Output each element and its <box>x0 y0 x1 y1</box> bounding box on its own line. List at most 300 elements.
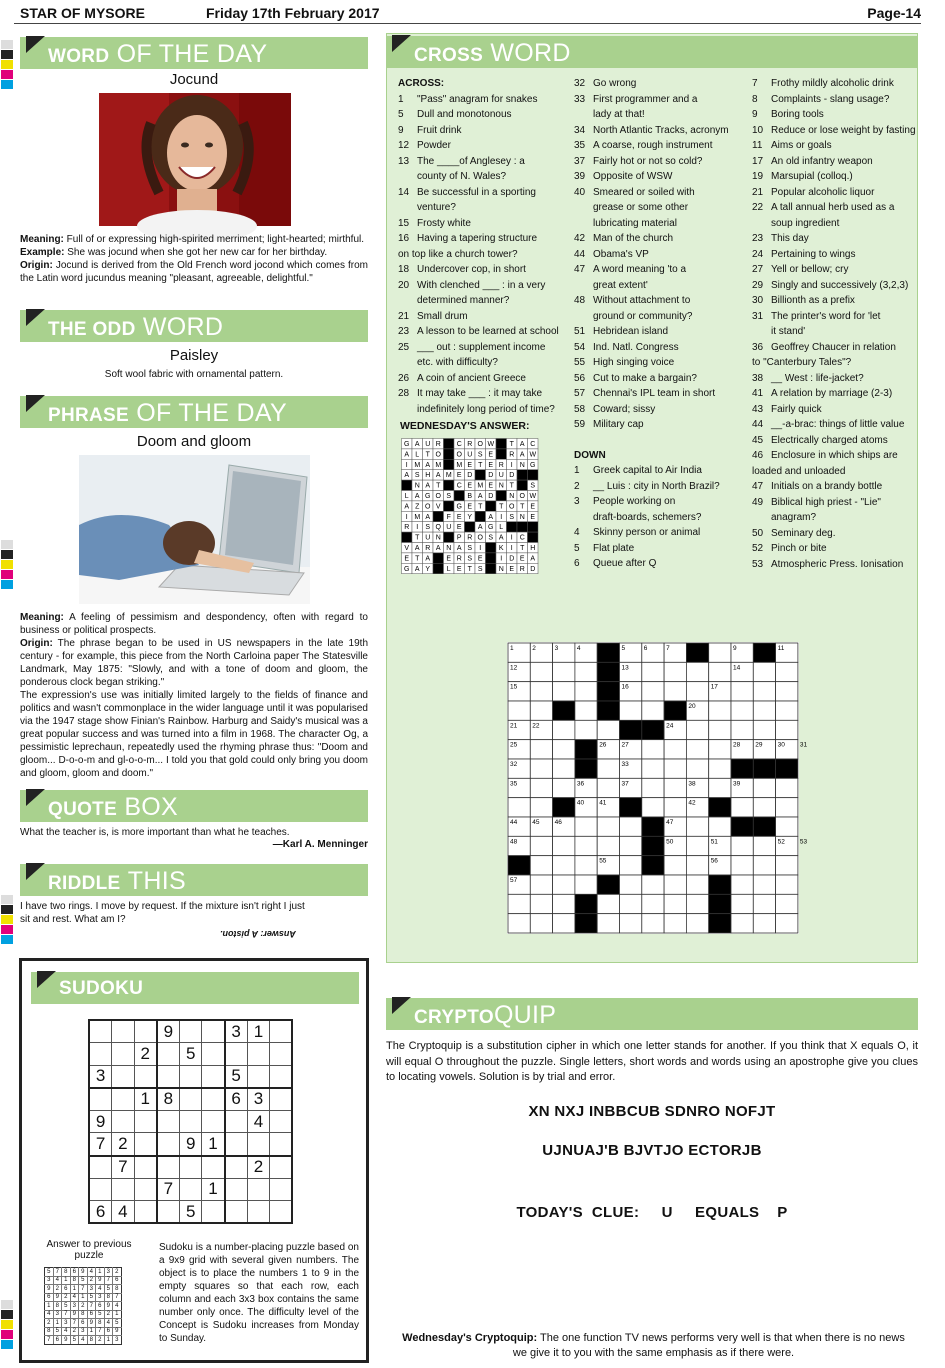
sudoku-cell[interactable] <box>270 1065 293 1088</box>
sudoku-cell[interactable] <box>270 1156 293 1179</box>
answer-letter: S <box>425 524 431 532</box>
sudoku-cell[interactable]: 3 <box>89 1065 112 1088</box>
answer-letter: L <box>446 565 451 573</box>
answer-letter: D <box>488 493 494 500</box>
clue-item: 23 A lesson to be learned at school <box>398 326 559 337</box>
crossword-cell <box>575 875 597 894</box>
sudoku-header: SUDOKU <box>31 972 359 1004</box>
clue-item: determined manner? <box>417 295 510 306</box>
crossword-cell <box>664 914 686 933</box>
sudoku-cell: 4 <box>96 1285 105 1294</box>
sudoku-cell[interactable] <box>112 1088 135 1111</box>
sudoku-grid <box>88 1019 293 1224</box>
sudoku-cell[interactable]: 5 <box>179 1201 202 1224</box>
sudoku-cell[interactable] <box>179 1020 202 1043</box>
sudoku-cell[interactable]: 5 <box>179 1043 202 1066</box>
sudoku-cell[interactable] <box>89 1178 112 1201</box>
sudoku-cell[interactable] <box>134 1178 157 1201</box>
sudoku-cell[interactable] <box>225 1133 248 1156</box>
answer-letter: A <box>498 534 504 542</box>
sudoku-cell[interactable]: 3 <box>225 1020 248 1043</box>
sudoku-cell[interactable] <box>202 1110 225 1133</box>
crossword-cell <box>642 778 664 797</box>
page-number: Page-14 <box>867 5 921 21</box>
sudoku-cell[interactable]: 1 <box>134 1088 157 1111</box>
answer-letter: R <box>519 565 525 573</box>
crossword-cell <box>553 759 575 778</box>
clue-item: 34 North Atlantic Tracks, acronym <box>574 124 729 136</box>
clue-item: 49 Biblical high priest - "Lie" <box>752 496 881 508</box>
crossword-cell <box>553 778 575 797</box>
answer-letter: A <box>414 493 420 500</box>
sudoku-cell[interactable]: 6 <box>89 1201 112 1224</box>
answer-letter: R <box>467 441 473 448</box>
sudoku-cell[interactable] <box>225 1043 248 1066</box>
sudoku-cell: 8 <box>113 1285 122 1294</box>
answer-letter: D <box>530 565 536 573</box>
crossword-block <box>620 720 642 739</box>
sudoku-cell[interactable]: 9 <box>157 1020 180 1043</box>
sudoku-cell[interactable] <box>202 1020 225 1043</box>
sudoku-cell: 5 <box>53 1327 62 1336</box>
crossword-number: 39 <box>733 780 741 788</box>
answer-letter: C <box>456 441 462 448</box>
answer-letter: O <box>435 451 441 459</box>
crossword-cell <box>709 759 731 778</box>
crossword-block <box>575 914 597 933</box>
crossword-number: 17 <box>710 683 718 691</box>
sudoku-cell: 2 <box>62 1293 71 1302</box>
answer-letter: L <box>404 493 409 500</box>
sudoku-cell[interactable] <box>270 1043 293 1066</box>
sudoku-cell: 9 <box>104 1302 113 1311</box>
crossword-cell <box>597 720 619 739</box>
sudoku-cell[interactable] <box>89 1043 112 1066</box>
sudoku-cell[interactable]: 4 <box>112 1201 135 1224</box>
answer-letter: E <box>446 555 452 563</box>
sudoku-cell[interactable] <box>112 1043 135 1066</box>
sudoku-cell[interactable]: 2 <box>112 1133 135 1156</box>
answer-letter: U <box>425 534 431 542</box>
crossword-number: 35 <box>510 780 518 788</box>
clue-item: soup ingredient <box>771 217 840 229</box>
crossword-cell <box>530 836 552 855</box>
sudoku-cell: 7 <box>87 1302 96 1311</box>
crossword-number: 22 <box>532 722 540 730</box>
crossword-cell <box>664 662 686 681</box>
answer-letter: R <box>435 441 441 448</box>
sudoku-cell[interactable] <box>179 1156 202 1179</box>
sudoku-cell: 3 <box>45 1276 54 1285</box>
answer-letter: I <box>405 461 408 469</box>
crossword-block <box>709 914 731 933</box>
sudoku-cell[interactable] <box>89 1020 112 1043</box>
crossword-number: 14 <box>733 664 741 672</box>
crossword-cell <box>686 875 708 894</box>
answer-letter: Y <box>425 565 431 573</box>
clue-item: 3 People working on <box>574 496 676 507</box>
crossword-number: 9 <box>733 645 737 652</box>
sudoku-cell[interactable] <box>247 1133 270 1156</box>
crossword-cell <box>731 894 753 913</box>
answer-block <box>486 563 497 573</box>
crossword-cell <box>753 798 775 817</box>
riddle-header: RIDDLE THIS <box>20 864 368 896</box>
answer-letter: D <box>467 472 473 480</box>
cryptoquip-intro: The Cryptoquip is a substitution cipher in which one letter stands for another. If you think that X equals O, it will equal O throughout the puzzle. Single letters, short words and words using an apostrophe give you clues to locating vowels. Solution is by trial and error. <box>386 1040 918 1083</box>
crossword-cell <box>575 662 597 681</box>
print-marks <box>1 1300 13 1350</box>
sudoku-cell: 9 <box>70 1310 79 1319</box>
sudoku-cell[interactable] <box>134 1133 157 1156</box>
sudoku-cell[interactable] <box>270 1178 293 1201</box>
answer-letter: Q <box>435 524 441 532</box>
odd-word-meaning: Soft wool fabric with ornamental pattern. <box>104 369 284 380</box>
sudoku-cell[interactable]: 7 <box>89 1133 112 1156</box>
quote-text: What the teacher is, is more important than what he teaches. <box>20 827 290 838</box>
answer-letter: N <box>519 513 525 521</box>
sudoku-cell[interactable] <box>134 1020 157 1043</box>
sudoku-cell[interactable] <box>134 1110 157 1133</box>
clue-item: 56 Cut to make a bargain? <box>574 372 697 384</box>
riddle-answer: Answer: A piston. <box>220 929 296 939</box>
crossword-number: 15 <box>510 683 518 691</box>
sudoku-cell[interactable] <box>134 1156 157 1179</box>
sudoku-cell[interactable]: 2 <box>247 1156 270 1179</box>
sudoku-cell: 5 <box>70 1336 79 1345</box>
clue-item: loaded and unloaded <box>752 465 846 477</box>
sudoku-cell[interactable] <box>225 1201 248 1224</box>
answer-letter: G <box>404 565 410 573</box>
crossword-cell <box>553 720 575 739</box>
crossword-cell <box>530 662 552 681</box>
answer-letter: P <box>456 534 462 542</box>
answer-letter: R <box>467 534 473 542</box>
sudoku-cell[interactable] <box>89 1088 112 1111</box>
sudoku-cell[interactable] <box>225 1178 248 1201</box>
answer-letter: V <box>404 545 410 552</box>
crossword-cell <box>642 740 664 759</box>
cryptoquip-line1: XN NXJ INBBCUB SDNRO NOFJT <box>528 1103 776 1120</box>
crossword-block <box>597 662 619 681</box>
clue-item: 48 Without attachment to <box>574 295 691 306</box>
crossword-block <box>753 759 775 778</box>
sudoku-cell: 8 <box>79 1310 88 1319</box>
answer-block <box>486 543 497 553</box>
answer-letter: K <box>498 545 504 552</box>
crossword-cell <box>553 856 575 875</box>
clue-item: 52 Pinch or bite <box>752 543 827 554</box>
sudoku-cell[interactable] <box>247 1201 270 1224</box>
answer-letter: T <box>467 565 472 573</box>
sudoku-cell: 1 <box>45 1302 54 1311</box>
sudoku-cell[interactable] <box>247 1178 270 1201</box>
answer-letter: E <box>456 565 462 573</box>
crossword-cell <box>776 817 798 836</box>
sudoku-cell[interactable] <box>157 1201 180 1224</box>
sudoku-cell[interactable] <box>112 1178 135 1201</box>
clue-item: 30 Billionth as a prefix <box>752 295 855 306</box>
clue-item: 45 Electrically charged atoms <box>752 434 888 446</box>
sudoku-cell[interactable]: 8 <box>157 1088 180 1111</box>
sudoku-cell[interactable] <box>225 1156 248 1179</box>
sudoku-cell[interactable] <box>179 1178 202 1201</box>
sudoku-cell[interactable]: 7 <box>112 1156 135 1179</box>
clue-item: 33 First programmer and a <box>574 93 698 105</box>
sudoku-cell[interactable] <box>134 1065 157 1088</box>
clue-item: 18 Undercover cop, in short <box>398 264 526 275</box>
sudoku-cell[interactable] <box>270 1110 293 1133</box>
answer-block <box>433 511 444 521</box>
answer-letter: T <box>478 503 483 511</box>
sudoku-cell: 4 <box>113 1302 122 1311</box>
crossword-block <box>597 643 619 662</box>
answer-letter: E <box>456 513 462 521</box>
crossword-number: 43 <box>710 799 718 807</box>
crossword-cell <box>776 914 798 933</box>
answer-block <box>454 491 465 501</box>
sudoku-cell[interactable] <box>202 1065 225 1088</box>
crossword-cell <box>753 701 775 720</box>
sudoku-cell[interactable] <box>270 1201 293 1224</box>
crossword-block <box>664 701 686 720</box>
sudoku-cell: 8 <box>87 1336 96 1345</box>
sudoku-cell[interactable] <box>179 1088 202 1111</box>
sudoku-cell[interactable] <box>202 1043 225 1066</box>
answer-block <box>402 532 413 542</box>
sudoku-cell[interactable]: 1 <box>247 1020 270 1043</box>
sudoku-cell[interactable]: 2 <box>134 1043 157 1066</box>
crossword-cell <box>686 894 708 913</box>
sudoku-cell[interactable] <box>179 1065 202 1088</box>
sudoku-cell[interactable] <box>157 1110 180 1133</box>
clue-item: 10 Reduce or lose weight by fasting <box>752 124 916 136</box>
sudoku-cell[interactable] <box>89 1156 112 1179</box>
crossword-cell <box>753 894 775 913</box>
sudoku-cell[interactable] <box>202 1088 225 1111</box>
answer-letter: S <box>467 555 473 563</box>
clue-item: 24 Pertaining to wings <box>752 248 856 260</box>
crossword-cell <box>508 894 530 913</box>
previous-answer-label: Answer to previous puzzle <box>46 1239 132 1261</box>
crossword-cell <box>530 740 552 759</box>
answer-letter: R <box>498 461 504 469</box>
clue-item: 12 Powder <box>398 140 451 151</box>
crossword-number: 23 <box>643 722 652 730</box>
sudoku-cell[interactable] <box>247 1043 270 1066</box>
odd-word-header: THE ODD WORD <box>20 310 368 342</box>
sudoku-cell: 4 <box>62 1327 71 1336</box>
sudoku-cell: 4 <box>70 1293 79 1302</box>
answer-letter: S <box>446 493 452 500</box>
sudoku-cell[interactable]: 5 <box>225 1065 248 1088</box>
sudoku-cell: 1 <box>53 1319 62 1328</box>
crossword-number: 57 <box>510 877 518 884</box>
sudoku-cell[interactable] <box>202 1156 225 1179</box>
clue-item: 19 Marsupial (colloq.) <box>752 171 853 182</box>
sudoku-cell[interactable] <box>202 1201 225 1224</box>
clue-item: grease or some other <box>593 202 689 213</box>
clue-item: 54 Ind. Natl. Congress <box>574 341 679 353</box>
sudoku-cell[interactable] <box>157 1156 180 1179</box>
crossword-cell <box>731 914 753 933</box>
sudoku-cell[interactable] <box>112 1110 135 1133</box>
sudoku-cell: 9 <box>96 1276 105 1285</box>
sudoku-cell[interactable] <box>247 1065 270 1088</box>
answer-letter: A <box>425 513 431 521</box>
crossword-cell <box>642 798 664 817</box>
crossword-cell <box>709 643 731 662</box>
sudoku-cell: 8 <box>53 1302 62 1311</box>
sudoku-cell: 4 <box>45 1310 54 1319</box>
word-title: Jocund <box>169 71 219 88</box>
clue-item: 23 This day <box>752 233 809 244</box>
sudoku-cell[interactable] <box>157 1065 180 1088</box>
sudoku-cell[interactable] <box>157 1043 180 1066</box>
sudoku-cell: 5 <box>79 1276 88 1285</box>
sudoku-cell[interactable] <box>112 1020 135 1043</box>
riddle-text: I have two rings. I move by request. If the mixture isn't right I just sit and rest. What am I? <box>20 901 305 925</box>
sudoku-cell: 7 <box>45 1336 54 1345</box>
sudoku-cell[interactable]: 3 <box>247 1088 270 1111</box>
crossword-cell <box>575 720 597 739</box>
clue-item: 1 Greek capital to Air India <box>574 465 702 476</box>
sudoku-cell[interactable] <box>112 1065 135 1088</box>
crossword-number: 11 <box>777 645 785 652</box>
answer-letter: A <box>414 545 420 552</box>
crossword-grid[interactable] <box>507 642 808 937</box>
clue-item: 44 __-a-brac: things of little value <box>752 419 905 430</box>
sudoku-cell[interactable] <box>134 1201 157 1224</box>
sudoku-cell[interactable]: 9 <box>89 1110 112 1133</box>
answer-letter: O <box>425 503 431 511</box>
answer-letter: H <box>530 545 536 552</box>
crossword-number: 26 <box>599 741 607 749</box>
answer-letter: T <box>415 555 420 563</box>
answer-letter: E <box>509 565 515 573</box>
answer-letter: E <box>467 482 473 490</box>
answer-letter: S <box>488 534 494 542</box>
crossword-number: 48 <box>510 838 518 846</box>
sudoku-cell: 6 <box>62 1285 71 1294</box>
crossword-cell <box>753 836 775 855</box>
crossword-cell <box>553 662 575 681</box>
answer-letter: I <box>405 513 408 521</box>
sudoku-cell: 7 <box>70 1319 79 1328</box>
crossword-cell <box>642 662 664 681</box>
crossword-cell <box>776 662 798 681</box>
sudoku-cell: 2 <box>87 1276 96 1285</box>
clue-item: 32 Go wrong <box>574 78 637 89</box>
answer-letter: T <box>415 534 420 542</box>
crossword-number: 30 <box>777 741 785 749</box>
answer-letter: N <box>498 565 504 573</box>
answer-letter: M <box>414 461 421 469</box>
sudoku-cell[interactable] <box>225 1110 248 1133</box>
cryptoquip-header: CRYPTOQUIP <box>386 998 918 1030</box>
crossword-block <box>575 740 597 759</box>
phrase-title: Doom and gloom <box>136 433 252 450</box>
crossword-cell <box>776 875 798 894</box>
crossword-cell <box>642 894 664 913</box>
clue-item: 31 The printer's word for 'let <box>752 310 881 322</box>
answer-letter: S <box>467 545 473 552</box>
crossword-number: 32 <box>510 761 518 768</box>
sudoku-cell[interactable] <box>157 1133 180 1156</box>
crossword-number: 8 <box>688 645 693 652</box>
answer-letter: I <box>416 524 419 532</box>
page-header <box>14 2 921 24</box>
across-clues-col1: ACROSS: 1 "Pass" anagram for snakes 5 Dull and monotonous 9 Fruit drink 12 Powder 13 The ____of Anglesey : a county of N. Wales? 14 Be successful in a sporting venture? 15 Frosty white 16 Having a tapering structure on top like a church tower? 18 Undercover cop, in short 20 With clenched ___ : in a very determined manner? 21 Small drum 23 A lesson to be learned at school 25 ___ out : supplement income etc. with difficulty? 26 A coin of ancient Greece 28 It may take ___ : it may take indefinitely long period of time? <box>398 76 563 417</box>
paper-name: STAR OF MYSORE <box>20 5 145 21</box>
crossword-cell <box>620 894 642 913</box>
sudoku-cell: 7 <box>113 1293 122 1302</box>
sudoku-cell[interactable]: 9 <box>179 1133 202 1156</box>
answer-letter: R <box>404 524 410 532</box>
clue-item: 5 Dull and monotonous <box>398 109 512 120</box>
sudoku-cell[interactable] <box>179 1110 202 1133</box>
sudoku-cell: 9 <box>62 1336 71 1345</box>
down-clues-col3 <box>752 76 916 572</box>
clue-item: 11 Aims or goals <box>752 140 832 151</box>
answer-letter: N <box>414 482 420 490</box>
sudoku-cell[interactable]: 4 <box>247 1110 270 1133</box>
clue-item: 1 "Pass" anagram for snakes <box>398 93 538 105</box>
sudoku-cell: 5 <box>96 1310 105 1319</box>
crossword-number: 50 <box>666 838 674 846</box>
crossword-header: CROSS WORD <box>386 36 918 68</box>
sudoku-cell[interactable] <box>270 1088 293 1111</box>
sudoku-cell: 4 <box>87 1268 96 1277</box>
sudoku-cell: 8 <box>70 1276 79 1285</box>
crossword-cell <box>664 798 686 817</box>
crossword-cell <box>664 856 686 875</box>
answer-block <box>486 553 497 563</box>
sudoku-cell[interactable]: 1 <box>202 1133 225 1156</box>
sudoku-cell[interactable] <box>270 1133 293 1156</box>
answer-letter: A <box>425 482 431 490</box>
crossword-cell <box>553 682 575 701</box>
answer-letter: W <box>529 493 537 500</box>
crossword-number: 12 <box>510 664 518 672</box>
answer-letter: M <box>456 461 463 469</box>
clue-item: etc. with difficulty? <box>417 357 498 368</box>
clue-item: anagram? <box>771 512 817 523</box>
crossword-cell <box>776 778 798 797</box>
answer-block <box>507 522 518 532</box>
answer-block <box>475 470 486 480</box>
sudoku-cell[interactable]: 6 <box>225 1088 248 1111</box>
answer-block <box>475 511 486 521</box>
crossword-block <box>776 759 798 778</box>
sudoku-cell[interactable]: 7 <box>157 1178 180 1201</box>
answer-letter: A <box>425 555 431 563</box>
answer-block <box>444 449 455 459</box>
sudoku-cell[interactable]: 1 <box>202 1178 225 1201</box>
crossword-cell <box>642 759 664 778</box>
answer-letter: T <box>478 461 483 469</box>
crossword-block <box>642 817 664 836</box>
clue-item: 28 It may take ___ : it may take <box>398 388 543 399</box>
crossword-block <box>642 856 664 875</box>
sudoku-cell: 5 <box>113 1319 122 1328</box>
crossword-number: 18 <box>554 703 562 710</box>
clue-item: on top like a church tower? <box>398 248 518 260</box>
crossword-cell <box>709 662 731 681</box>
crossword-cell <box>776 856 798 875</box>
crossword-number: 7 <box>666 645 670 652</box>
sudoku-cell[interactable] <box>270 1020 293 1043</box>
